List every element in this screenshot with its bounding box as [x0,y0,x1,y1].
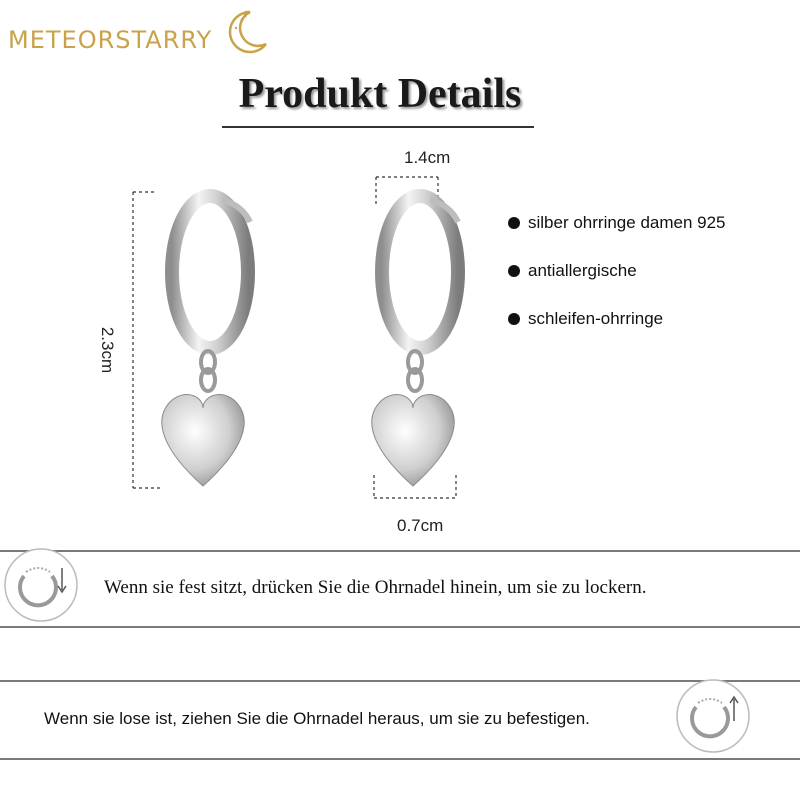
band-divider [0,626,800,628]
feature-item [508,213,726,233]
pull-out-icon [674,677,752,755]
dimension-height-label: 2.3cm [98,326,118,374]
band-divider [0,550,800,552]
page-title: Produkt Details [238,71,522,117]
dimension-width-label: 1.4cm [404,148,451,167]
feature-item [508,261,726,281]
bullet-icon [508,313,520,325]
instruction-tight: Wenn sie fest sitzt, drücken Sie die Ohrnadel hinein, um sie zu lockern. [104,577,647,598]
bullet-icon [508,265,520,277]
feature-item [508,309,726,329]
feature-list [508,213,726,357]
feature-label: schleifen-ohrringe [528,309,664,328]
feature-label: antiallergische [528,261,637,280]
instruction-loose: Wenn sie lose ist, ziehen Sie die Ohrnadel heraus, um sie zu befestigen. [44,709,590,728]
earring-left [162,196,250,486]
dimension-depth-label: 0.7cm [397,516,444,535]
feature-label: silber ohrringe damen 925 [528,213,726,232]
press-in-icon [2,546,80,624]
bullet-icon [508,217,520,229]
band-divider [0,758,800,760]
earring-right [372,196,458,486]
brand-logo-text: METEORSTARRY [8,26,213,54]
